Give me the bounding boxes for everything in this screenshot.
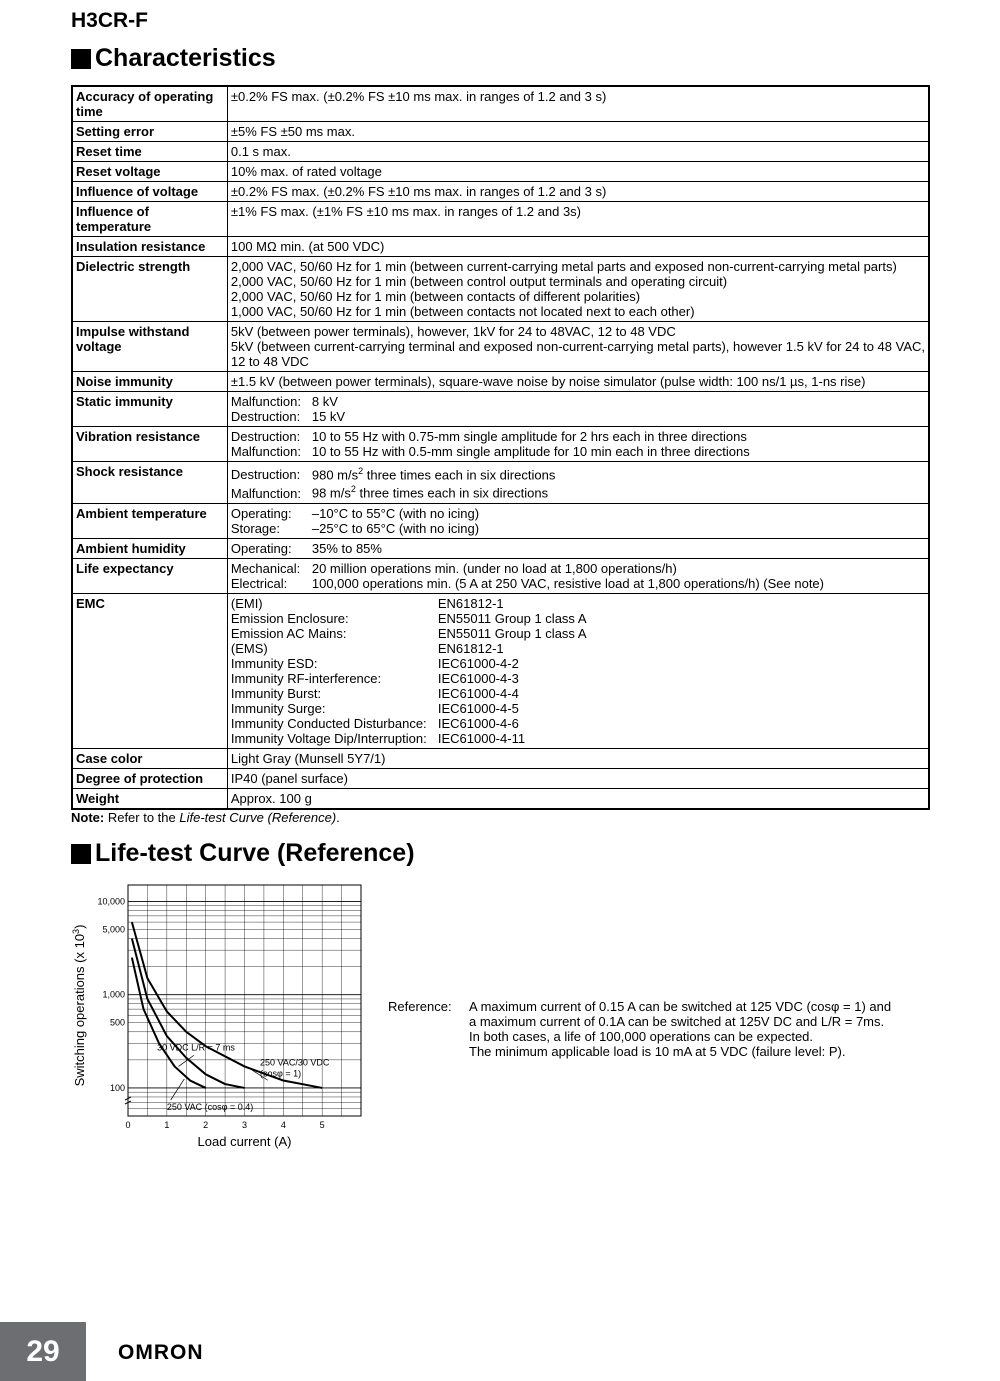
spec-value-key: Operating: (230, 505, 292, 521)
life-test-title-text: Life-test Curve (Reference) (95, 839, 415, 867)
spec-value-key: Mechanical: (230, 560, 301, 576)
spec-value-line: 2,000 VAC, 50/60 Hz for 1 min (between contacts of different polarities) (230, 289, 641, 304)
x-tick-label: 2 (203, 1120, 209, 1130)
spec-row (72, 768, 929, 788)
spec-label: Insulation resistance (72, 237, 227, 257)
spec-label: Influence of voltage (72, 182, 227, 202)
spec-row (72, 202, 929, 237)
spec-value-text: 20 million operations min. (under no load at 1,800 operations/h) (311, 560, 677, 576)
spec-value-text: 10 to 55 Hz with 0.75-mm single amplitude for 2 hrs each in three directions (311, 429, 747, 444)
spec-value-line (231, 576, 925, 591)
series-line (132, 939, 245, 1088)
spec-value-line: Approx. 100 g (230, 790, 312, 806)
spec-value (227, 202, 929, 237)
spec-value (227, 788, 929, 809)
spec-label: Weight (72, 788, 227, 809)
spec-value (227, 593, 929, 748)
note-label: Note: (71, 810, 105, 825)
series-label: (cosφ = 1) (260, 1068, 302, 1079)
spec-value (227, 372, 929, 392)
spec-value-line (231, 394, 925, 409)
spec-value-text: –25°C to 65°C (with no icing) (311, 520, 480, 536)
spec-value-text: IEC61000-4-4 (437, 685, 519, 701)
spec-value-line (231, 716, 925, 731)
spec-value-key: Destruction: (230, 467, 301, 483)
spec-value-line: Light Gray (Munsell 5Y7/1) (230, 750, 386, 766)
life-test-chart (66, 880, 376, 1160)
spec-value-text: IEC61000-4-2 (437, 655, 519, 671)
x-tick-label: 1 (164, 1120, 170, 1130)
spec-value-line: 100 MΩ min. (at 500 VDC) (230, 239, 385, 254)
spec-value-line (231, 444, 925, 459)
spec-row (72, 122, 929, 142)
spec-value-line (231, 561, 925, 576)
spec-value-line (231, 671, 925, 686)
spec-label: Reset time (72, 142, 227, 162)
spec-label: Static immunity (72, 392, 227, 427)
spec-label: Shock resistance (72, 462, 227, 504)
spec-value-text: EN61812-1 (437, 595, 504, 611)
spec-value-line: ±5% FS ±50 ms max. (230, 124, 355, 139)
life-test-chart-svg (66, 880, 376, 1160)
spec-value-text: EN61812-1 (437, 640, 504, 656)
spec-label: Influence of temperature (72, 202, 227, 237)
spec-value-text: IEC61000-4-11 (437, 730, 526, 746)
spec-row (72, 162, 929, 182)
spec-value-key: Operating: (230, 540, 292, 556)
spec-value-text: 10 to 55 Hz with 0.5-mm single amplitude for 10 min each in three directions (311, 444, 750, 459)
spec-value-text: 98 m/s (311, 485, 351, 501)
spec-value-key: Immunity ESD: (230, 655, 318, 671)
spec-value (227, 503, 929, 538)
spec-label: Setting error (72, 122, 227, 142)
y-tick-label: 1,000 (102, 989, 125, 1000)
reference-line: a maximum current of 0.1A can be switched at 125V DC and L/R = 7ms. (469, 1014, 885, 1029)
spec-value-line (231, 464, 925, 482)
spec-value-text: 100,000 operations min. (5 A at 250 VAC, resistive load at 1,800 operations/h) (See note) (311, 575, 824, 591)
y-axis-title: Switching operations (x $10^3$) (71, 924, 87, 1087)
characteristics-title-text: Characteristics (95, 44, 276, 72)
spec-value-line (231, 641, 925, 656)
spec-value-text: 15 kV (311, 409, 346, 424)
reference-text (469, 999, 891, 1059)
spec-value-key: Destruction: (230, 429, 301, 444)
spec-row (72, 462, 929, 504)
spec-value-key: Malfunction: (230, 444, 301, 459)
spec-label: Life expectancy (72, 558, 227, 593)
spec-value (227, 257, 929, 322)
spec-value-line (231, 409, 925, 424)
spec-value-text: IEC61000-4-5 (437, 700, 519, 716)
spec-value (227, 538, 929, 558)
spec-value-key: Electrical: (230, 575, 288, 591)
series-label: 250 VAC/30 VDC (260, 1057, 330, 1068)
spec-row (72, 322, 929, 372)
spec-value-key: (EMS) (230, 640, 268, 656)
spec-value (227, 392, 929, 427)
spec-label: Degree of protection (72, 768, 227, 788)
superscript: 2 (350, 484, 356, 495)
x-tick-label: 3 (241, 1120, 248, 1130)
series-label: 250 VAC (cosφ = 0.4) (166, 1102, 254, 1112)
spec-row (72, 237, 929, 257)
spec-label: Accuracy of operating time (72, 86, 227, 122)
spec-value-text: EN55011 Group 1 class A (437, 625, 587, 641)
omron-logo: OMRON (118, 1341, 204, 1364)
spec-value-line: 1,000 VAC, 50/60 Hz for 1 min (between contacts not located next to each other) (230, 304, 695, 319)
spec-value (227, 558, 929, 593)
spec-value-text: 8 kV (311, 394, 338, 409)
spec-value-text: EN55011 Group 1 class A (437, 610, 587, 626)
spec-value-line: IP40 (panel surface) (230, 770, 348, 786)
characteristics-title (71, 44, 276, 73)
spec-row (72, 593, 929, 748)
spec-row (72, 392, 929, 427)
spec-row (72, 182, 929, 202)
spec-row (72, 372, 929, 392)
life-test-title (71, 839, 415, 868)
spec-value-text: IEC61000-4-6 (437, 715, 519, 731)
spec-value-line (231, 521, 925, 536)
spec-value-line (231, 701, 925, 716)
x-axis-title: Load current (A) (197, 1134, 292, 1149)
x-tick-label: 5 (319, 1120, 325, 1130)
spec-value-line: 12 to 48 VDC (230, 354, 309, 369)
y-tick-label: 5,000 (102, 924, 125, 935)
spec-row (72, 558, 929, 593)
spec-label: Case color (72, 748, 227, 768)
spec-row (72, 503, 929, 538)
spec-value-line (231, 541, 925, 556)
spec-value-tail: three times each in six directions (363, 467, 556, 483)
spec-value-line: 5kV (between current-carrying terminal and exposed non-current-carrying metal parts), however 1.5 kV for 24 to 48 VAC, (230, 339, 925, 354)
spec-row (72, 748, 929, 768)
spec-value-text: 35% to 85% (311, 540, 382, 556)
spec-value-key: Immunity RF-interference: (230, 670, 382, 686)
superscript: 2 (358, 466, 364, 476)
series-label: 30 VDC L/R = 7 ms (157, 1042, 235, 1053)
spec-label: Vibration resistance (72, 427, 227, 462)
spec-value-key: Malfunction: (230, 485, 301, 501)
spec-value-line (231, 429, 925, 444)
reference-line: In both cases, a life of 100,000 operations can be expected. (469, 1029, 814, 1044)
spec-label: Ambient humidity (72, 538, 227, 558)
model-name: H3CR-F (71, 9, 148, 32)
y-tick-label: 10,000 (97, 896, 125, 907)
spec-row (72, 427, 929, 462)
spec-value-line: 2,000 VAC, 50/60 Hz for 1 min (between control output terminals and operating circuit) (230, 274, 728, 289)
spec-value-line (231, 482, 925, 500)
spec-value (227, 162, 929, 182)
spec-value-line: 5kV (between power terminals), however, 1kV for 24 to 48VAC, 12 to 48 VDC (230, 324, 676, 339)
note-reference: Life-test Curve (Reference) (179, 810, 337, 825)
spec-value-line (231, 731, 925, 746)
spec-value-line: ±1.5 kV (between power terminals), square-wave noise by noise simulator (pulse width: 100 ns/1 µs, 1-ns rise) (230, 374, 866, 389)
spec-row (72, 788, 929, 809)
spec-value-line (231, 506, 925, 521)
x-tick-label: 0 (125, 1120, 131, 1130)
spec-value-text: 980 m/s (311, 467, 359, 483)
characteristics-table (71, 85, 930, 810)
spec-value-key: (EMI) (230, 595, 263, 611)
reference-line: The minimum applicable load is 10 mA at 5 VDC (failure level: P). (469, 1044, 846, 1059)
spec-value (227, 768, 929, 788)
spec-row (72, 538, 929, 558)
spec-value (227, 748, 929, 768)
spec-value-key: Emission Enclosure: (230, 610, 349, 626)
note (71, 810, 340, 825)
spec-value (227, 427, 929, 462)
spec-value-line (231, 686, 925, 701)
note-end: . (336, 810, 340, 825)
spec-value-key: Immunity Surge: (230, 700, 326, 716)
spec-value-text: –10°C to 55°C (with no icing) (311, 505, 480, 521)
reference-block (388, 999, 891, 1059)
spec-value-key: Storage: (230, 520, 281, 536)
spec-value-line: 2,000 VAC, 50/60 Hz for 1 min (between current-carrying metal parts and exposed non-current-carrying metal parts) (230, 259, 897, 274)
spec-value-line: 0.1 s max. (230, 144, 291, 159)
spec-row (72, 142, 929, 162)
spec-value-line: ±0.2% FS max. (±0.2% FS ±10 ms max. in ranges of 1.2 and 3 s) (230, 184, 607, 199)
spec-label: EMC (72, 593, 227, 748)
spec-value (227, 86, 929, 122)
page-number: 29 (0, 1322, 86, 1381)
spec-value (227, 122, 929, 142)
spec-value-line (231, 596, 925, 611)
y-tick-label: 100 (109, 1082, 125, 1093)
spec-value-line (231, 626, 925, 641)
spec-value-key: Emission AC Mains: (230, 625, 347, 641)
square-bullet-icon (71, 49, 91, 69)
spec-value (227, 237, 929, 257)
spec-label: Noise immunity (72, 372, 227, 392)
spec-value-key: Malfunction: (230, 394, 301, 409)
spec-row (72, 86, 929, 122)
spec-value (227, 182, 929, 202)
spec-value-line (231, 656, 925, 671)
spec-value-line (231, 611, 925, 626)
spec-value-key: Immunity Burst: (230, 685, 322, 701)
spec-label: Impulse withstand voltage (72, 322, 227, 372)
reference-label: Reference: (388, 999, 452, 1014)
spec-value (227, 322, 929, 372)
spec-value-key: Destruction: (230, 409, 301, 424)
spec-label: Reset voltage (72, 162, 227, 182)
x-tick-label: 4 (280, 1120, 286, 1130)
reference-line: A maximum current of 0.15 A can be switched at 125 VDC (cosφ = 1) and (469, 999, 892, 1014)
spec-value (227, 462, 929, 504)
spec-value-key: Immunity Voltage Dip/Interruption: (230, 730, 427, 746)
spec-value-line: ±0.2% FS max. (±0.2% FS ±10 ms max. in ranges of 1.2 and 3 s) (230, 89, 607, 104)
y-tick-label: 500 (109, 1017, 125, 1028)
spec-value-tail: three times each in six directions (355, 485, 549, 501)
spec-value-text: IEC61000-4-3 (437, 670, 519, 686)
note-text: Refer to the (104, 810, 180, 825)
spec-value-key: Immunity Conducted Disturbance: (230, 715, 427, 731)
spec-label: Dielectric strength (72, 257, 227, 322)
spec-value (227, 142, 929, 162)
spec-label: Ambient temperature (72, 503, 227, 538)
spec-value-line: ±1% FS max. (±1% FS ±10 ms max. in ranges of 1.2 and 3s) (230, 204, 582, 219)
spec-row (72, 257, 929, 322)
square-bullet-icon (71, 844, 91, 864)
spec-value-line: 10% max. of rated voltage (230, 164, 382, 179)
